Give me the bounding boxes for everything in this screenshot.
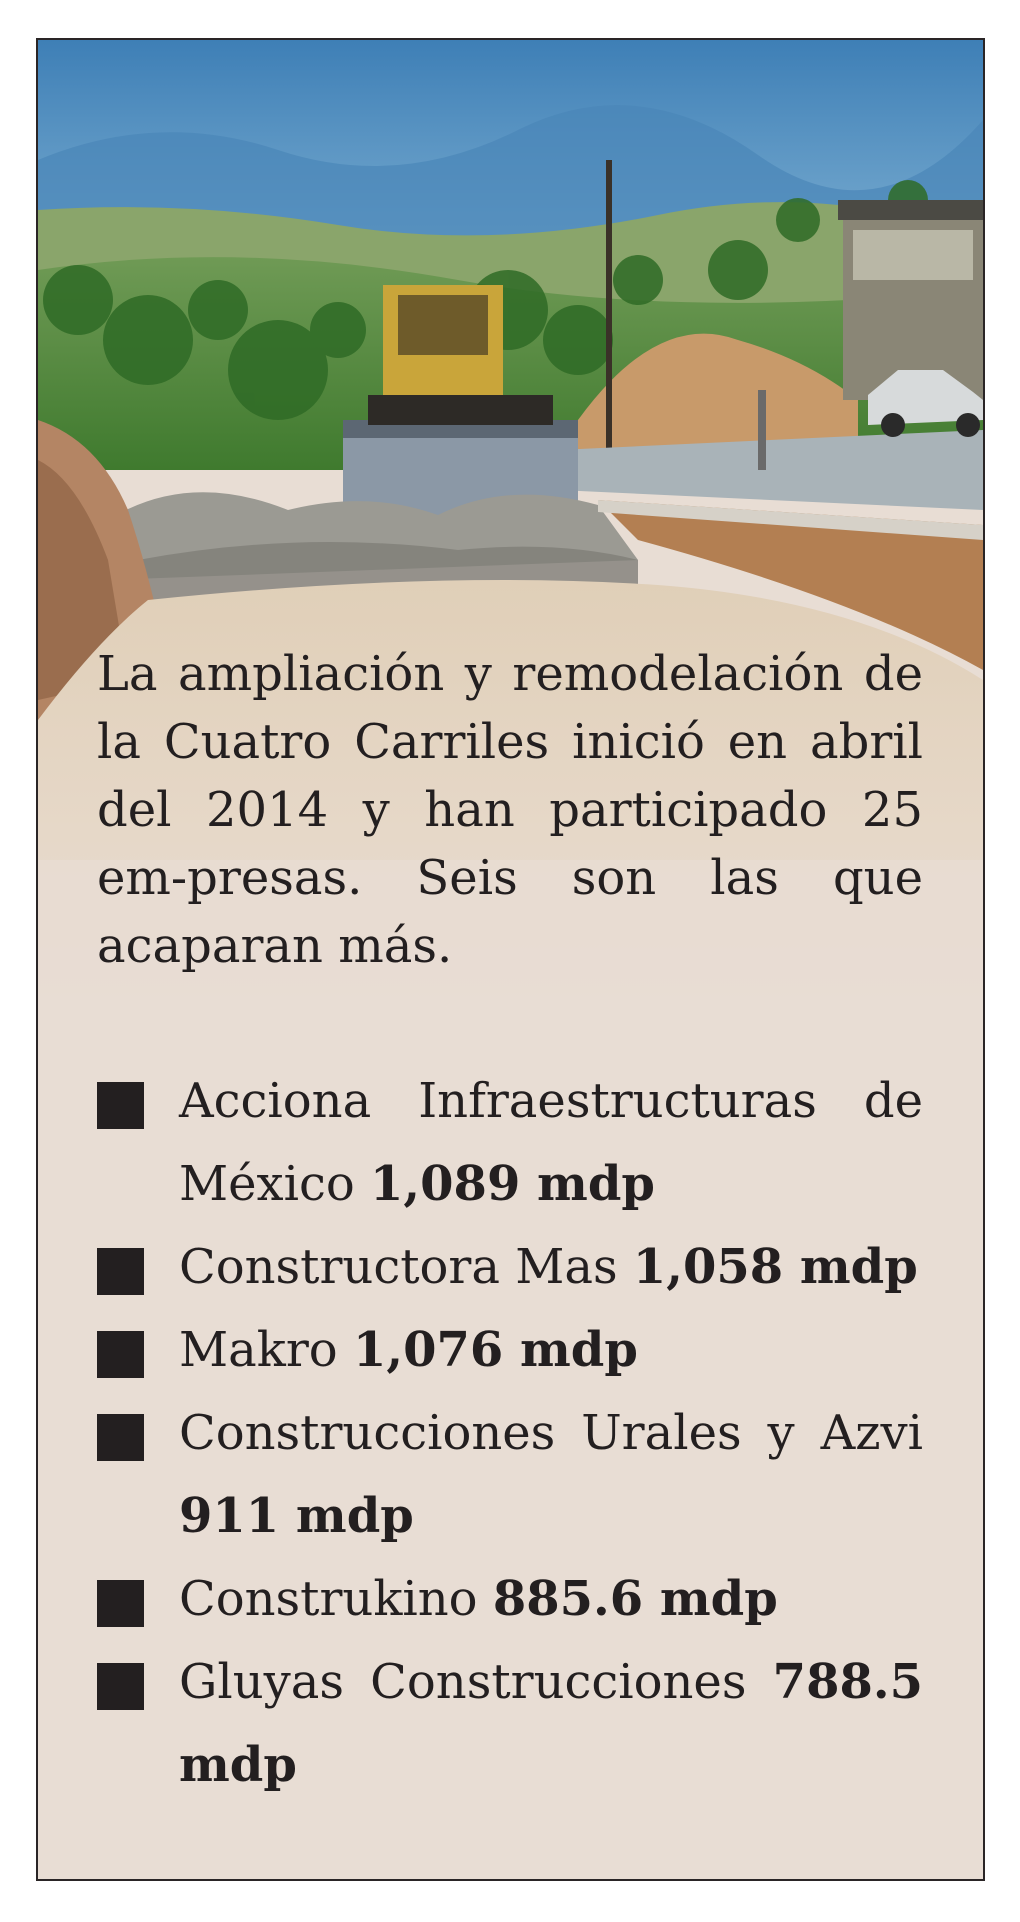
square-bullet-icon (97, 1580, 144, 1627)
company-amount: 788.5 mdp (179, 1654, 923, 1793)
list-item (97, 1558, 923, 1641)
company-name: Construkino (179, 1571, 478, 1627)
company-amount: 911 mdp (179, 1488, 414, 1544)
list-item (97, 1641, 923, 1807)
company-amount: 885.6 mdp (492, 1571, 778, 1627)
company-name: Constructora Mas (179, 1239, 618, 1295)
list-item (97, 1060, 923, 1226)
company-list (97, 1060, 923, 1807)
company-amount: 1,058 mdp (632, 1239, 918, 1295)
company-name: Acciona Infraestructuras de México (179, 1073, 923, 1212)
infobox-panel (36, 38, 985, 1881)
company-name: Gluyas Construcciones (179, 1654, 747, 1710)
company-amount: 1,089 mdp (370, 1156, 655, 1212)
list-item (97, 1226, 923, 1309)
square-bullet-icon (97, 1331, 144, 1378)
intro-paragraph: La ampliación y remodelación de la Cuatro Carriles inició en abril del 2014 y han participado 25 em-presas. Seis son las que acaparan más. (97, 646, 923, 974)
list-item (97, 1309, 923, 1392)
square-bullet-icon (97, 1248, 144, 1295)
list-item (97, 1392, 923, 1558)
square-bullet-icon (97, 1663, 144, 1710)
company-name: Makro (179, 1322, 338, 1378)
company-amount: 1,076 mdp (352, 1322, 638, 1378)
square-bullet-icon (97, 1082, 144, 1129)
company-name: Construcciones Urales y Azvi (179, 1405, 923, 1461)
square-bullet-icon (97, 1414, 144, 1461)
